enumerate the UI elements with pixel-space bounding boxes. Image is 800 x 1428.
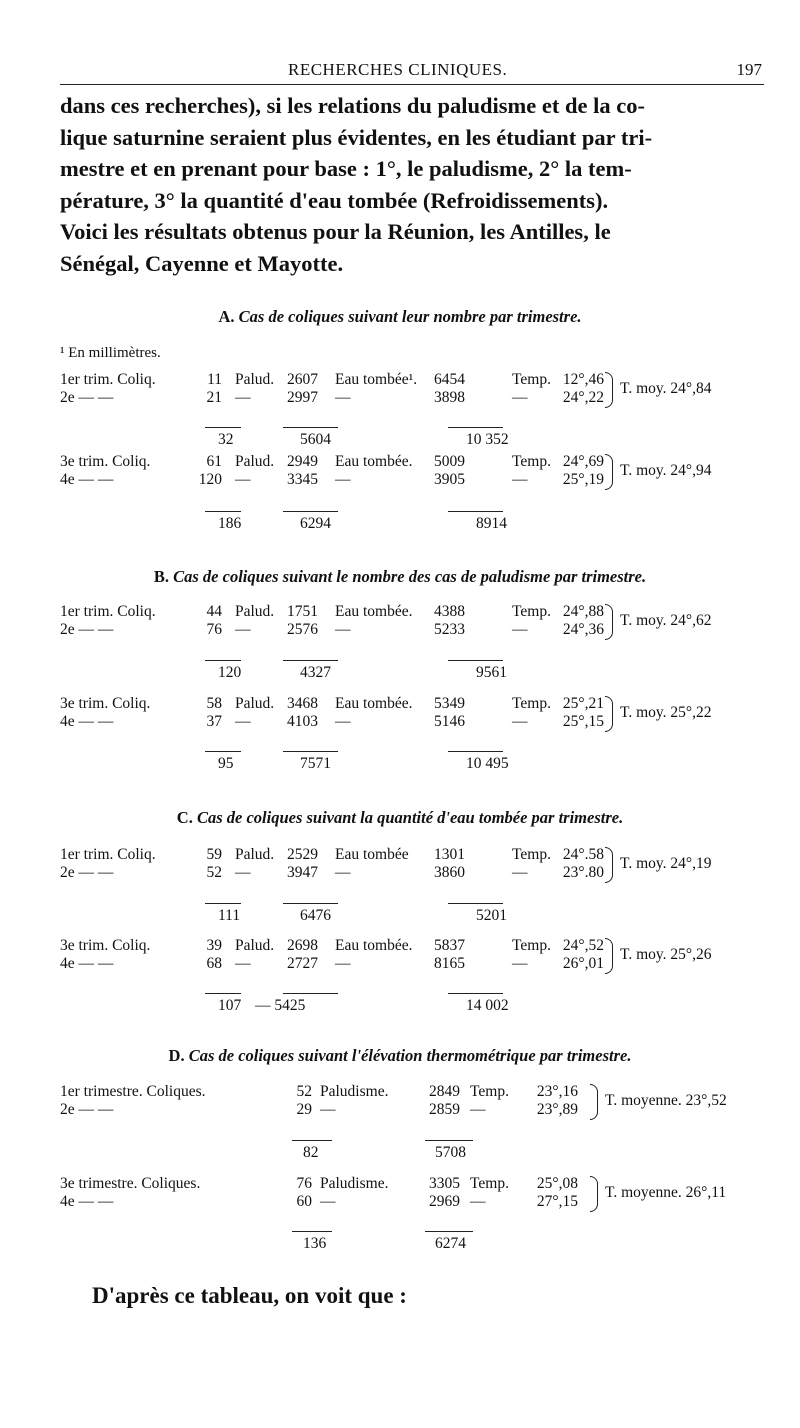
row-trimester: 3e trimestre. Coliques.	[60, 1175, 201, 1192]
paludisme-value: 3468	[287, 695, 318, 712]
sum-rule	[283, 427, 338, 428]
coliques-value: 76	[296, 1175, 312, 1192]
temp-value: 24°.58	[562, 846, 604, 863]
temp-value: 24°,52	[562, 937, 604, 954]
mean-temperature: T. moyenne. 23°,52	[605, 1092, 727, 1109]
row-trimester: 4e — —	[60, 713, 114, 730]
section-title-text: Cas de coliques suivant l'élévation thermométrique par trimestre.	[188, 1046, 632, 1065]
mean-temperature: T. moyenne. 26°,11	[605, 1184, 727, 1201]
coliques-value: 52	[296, 1083, 312, 1100]
coliques-sum: 95	[218, 755, 234, 772]
eau-sum: 9561	[476, 664, 507, 681]
temp-value: 25°,15	[562, 713, 604, 730]
paludisme-value: 3345	[287, 471, 318, 488]
temp-label: Temp.	[512, 371, 551, 388]
coliques-value: 76	[206, 621, 222, 638]
sum-rule	[205, 427, 241, 428]
paludisme-sum: 5708	[435, 1144, 466, 1161]
paludisme-label: Palud.	[235, 695, 275, 712]
brace-icon	[605, 454, 613, 490]
sum-row	[0, 431, 800, 453]
page-number: 197	[736, 60, 762, 79]
paragraph-line: lique saturnine seraient plus évidentes, en les étudiant par tri-	[60, 124, 653, 150]
sum-row	[0, 755, 800, 777]
temp-label: —	[470, 1101, 486, 1118]
paludisme-value: 3305	[429, 1175, 460, 1192]
paludisme-label: —	[235, 955, 251, 972]
eau-value: 5009	[434, 453, 465, 470]
paludisme-label: Palud.	[235, 846, 275, 863]
coliques-value: 29	[296, 1101, 312, 1118]
coliques-sum: 111	[218, 907, 241, 924]
brace-icon	[605, 372, 613, 408]
brace-icon	[605, 847, 613, 883]
section-title-text: Cas de coliques suivant le nombre des cas de paludisme par trimestre.	[173, 567, 647, 586]
coliques-value: 11	[207, 371, 222, 388]
sum-row	[0, 515, 800, 537]
sum-rule	[205, 993, 241, 994]
running-title: RECHERCHES CLINIQUES.	[288, 60, 508, 79]
row-trimester: 4e — —	[60, 955, 114, 972]
temp-value: 27°,15	[536, 1193, 578, 1210]
temp-label: Temp.	[512, 846, 551, 863]
paludisme-label: —	[320, 1101, 336, 1118]
paludisme-value: 2529	[287, 846, 318, 863]
eau-label: Eau tombée¹.	[335, 371, 418, 388]
section-letter: C.	[176, 808, 197, 827]
eau-value: 3905	[434, 471, 465, 488]
coliques-value: 44	[206, 603, 222, 620]
sum-rule	[292, 1140, 332, 1141]
paludisme-sum: 7571	[300, 755, 331, 772]
paludisme-label: —	[235, 471, 251, 488]
eau-label: Eau tombée.	[335, 603, 413, 620]
eau-value: 4388	[434, 603, 465, 620]
temp-value: 23°,89	[536, 1101, 578, 1118]
temp-label: —	[512, 471, 528, 488]
sum-row	[0, 997, 800, 1019]
paludisme-label: —	[235, 864, 251, 881]
header-rule	[60, 84, 764, 85]
mean-temperature: T. moy. 25°,22	[620, 704, 712, 721]
sum-rule	[425, 1231, 473, 1232]
paludisme-value: 2727	[287, 955, 318, 972]
row-trimester: 3e trim. Coliq.	[60, 695, 151, 712]
eau-value: 1301	[434, 846, 465, 863]
coliques-value: 58	[206, 695, 222, 712]
row-trimester: 4e — —	[60, 1193, 114, 1210]
paludisme-value: 2949	[287, 453, 318, 470]
paludisme-value: 2849	[429, 1083, 460, 1100]
row-trimester: 3e trim. Coliq.	[60, 937, 151, 954]
intro-paragraph	[60, 90, 760, 279]
coliques-value: 59	[206, 846, 222, 863]
coliques-value: 61	[206, 453, 222, 470]
row-trimester: 2e — —	[60, 621, 114, 638]
paludisme-sum: 4327	[300, 664, 331, 681]
mean-temperature: T. moy. 25°,26	[620, 946, 712, 963]
coliques-value: 120	[198, 471, 222, 488]
footnote: ¹ En millimètres.	[60, 345, 161, 361]
section-title-text: Cas de coliques suivant leur nombre par trimestre.	[238, 307, 582, 326]
temp-value: 26°,01	[562, 955, 604, 972]
temp-label: Temp.	[512, 453, 551, 470]
coliques-sum: 82	[303, 1144, 319, 1161]
row-trimester: 1er trim. Coliq.	[60, 846, 156, 863]
row-trimester: 4e — —	[60, 471, 114, 488]
eau-value: 5837	[434, 937, 465, 954]
sum-row	[0, 907, 800, 929]
temp-value: 12°,46	[562, 371, 604, 388]
paludisme-label: Paludisme.	[320, 1083, 389, 1100]
paludisme-sum: 5604	[300, 431, 331, 448]
brace-icon	[590, 1084, 598, 1120]
paludisme-value: 1751	[287, 603, 318, 620]
row-trimester: 2e — —	[60, 864, 114, 881]
temp-label: —	[512, 621, 528, 638]
sum-rule	[425, 1140, 473, 1141]
eau-label: —	[335, 864, 351, 881]
paludisme-label: —	[235, 713, 251, 730]
row-trimester: 1er trimestre. Coliques.	[60, 1083, 206, 1100]
sum-rule	[292, 1231, 332, 1232]
coliques-value: 39	[206, 937, 222, 954]
sum-rule	[448, 511, 503, 512]
coliques-value: 52	[206, 864, 222, 881]
coliques-sum: 136	[303, 1235, 327, 1252]
eau-value: 5146	[434, 713, 465, 730]
eau-value: 8165	[434, 955, 465, 972]
eau-value: 3898	[434, 389, 465, 406]
eau-value: 3860	[434, 864, 465, 881]
row-trimester: 1er trim. Coliq.	[60, 603, 156, 620]
paragraph-line: mestre et en prenant pour base : 1°, le paludisme, 2° la tem-	[60, 156, 632, 181]
temp-value: 23°.80	[562, 864, 604, 881]
paludisme-sum: 6476	[300, 907, 331, 924]
coliques-sum: 107	[218, 997, 242, 1014]
temp-label: Temp.	[470, 1083, 509, 1100]
eau-label: Eau tombée.	[335, 695, 413, 712]
sum-row	[0, 664, 800, 686]
eau-label: Eau tombée.	[335, 453, 413, 470]
eau-label: —	[335, 389, 351, 406]
section-title	[0, 808, 800, 828]
row-trimester: 3e trim. Coliq.	[60, 453, 151, 470]
eau-label: Eau tombée	[335, 846, 409, 863]
sum-rule	[283, 903, 338, 904]
section-letter: A.	[218, 307, 239, 326]
section-title-text: Cas de coliques suivant la quantité d'eau tombée par trimestre.	[196, 808, 624, 827]
temp-value: 25°,19	[562, 471, 604, 488]
temp-label: —	[512, 713, 528, 730]
paludisme-value: 2997	[287, 389, 318, 406]
sum-rule	[448, 751, 503, 752]
coliques-value: 37	[206, 713, 222, 730]
paragraph-line: Sénégal, Cayenne et Mayotte.	[60, 250, 344, 276]
temp-label: —	[512, 389, 528, 406]
sum-row	[0, 1144, 800, 1166]
sum-rule	[448, 903, 503, 904]
paludisme-label: Paludisme.	[320, 1175, 389, 1192]
temp-label: —	[470, 1193, 486, 1210]
paludisme-sum: 6294	[300, 515, 331, 532]
paludisme-value: 2698	[287, 937, 318, 954]
mean-temperature: T. moy. 24°,19	[620, 855, 712, 872]
eau-value: 5233	[434, 621, 465, 638]
paludisme-sum: — 5425	[255, 997, 306, 1014]
paragraph-line: pérature, 3° la quantité d'eau tombée (Refroidissements).	[60, 187, 609, 213]
brace-icon	[605, 938, 613, 974]
paludisme-value: 2859	[429, 1101, 460, 1118]
temp-label: —	[512, 864, 528, 881]
coliques-sum: 186	[218, 515, 242, 532]
mean-temperature: T. moy. 24°,62	[620, 612, 712, 629]
section-letter: D.	[168, 1046, 189, 1065]
sum-rule	[205, 751, 241, 752]
paludisme-label: Palud.	[235, 937, 275, 954]
coliques-value: 60	[296, 1193, 312, 1210]
temp-value: 23°,16	[536, 1083, 578, 1100]
sum-rule	[283, 993, 338, 994]
paludisme-value: 2969	[429, 1193, 460, 1210]
coliques-value: 68	[206, 955, 222, 972]
eau-label: —	[335, 955, 351, 972]
sum-rule	[448, 427, 503, 428]
temp-label: Temp.	[512, 695, 551, 712]
eau-value: 5349	[434, 695, 465, 712]
sum-rule	[205, 903, 241, 904]
eau-sum: 8914	[476, 515, 507, 532]
eau-sum: 14 002	[466, 997, 509, 1014]
paragraph-line: Voici les résultats obtenus pour la Réunion, les Antilles, le	[60, 219, 611, 244]
eau-label: —	[335, 621, 351, 638]
paludisme-label: —	[235, 621, 251, 638]
temp-value: 25°,21	[562, 695, 604, 712]
sum-rule	[205, 511, 241, 512]
temp-value: 24°,69	[562, 453, 604, 470]
row-trimester: 1er trim. Coliq.	[60, 371, 156, 388]
paludisme-label: Palud.	[235, 453, 275, 470]
temp-label: —	[512, 955, 528, 972]
paludisme-value: 2607	[287, 371, 318, 388]
coliques-sum: 32	[218, 431, 234, 448]
sum-row	[0, 1235, 800, 1257]
eau-sum: 10 352	[466, 431, 509, 448]
section-letter: B.	[153, 567, 174, 586]
coliques-sum: 120	[218, 664, 242, 681]
brace-icon	[605, 604, 613, 640]
sum-rule	[205, 660, 241, 661]
row-trimester: 2e — —	[60, 389, 114, 406]
mean-temperature: T. moy. 24°,94	[620, 462, 712, 479]
temp-label: Temp.	[512, 603, 551, 620]
temp-label: Temp.	[512, 937, 551, 954]
brace-icon	[590, 1176, 598, 1212]
paragraph-line: dans ces recherches), si les relations du paludisme et de la co-	[60, 93, 645, 118]
paludisme-label: Palud.	[235, 371, 275, 388]
row-trimester: 2e — —	[60, 1101, 114, 1118]
sum-rule	[283, 660, 338, 661]
section-title	[0, 567, 800, 587]
section-title	[0, 1046, 800, 1066]
temp-label: Temp.	[470, 1175, 509, 1192]
paludisme-sum: 6274	[435, 1235, 466, 1252]
eau-label: Eau tombée.	[335, 937, 413, 954]
temp-value: 24°,36	[562, 621, 604, 638]
paludisme-label: —	[235, 389, 251, 406]
sum-rule	[283, 511, 338, 512]
paludisme-value: 4103	[287, 713, 318, 730]
brace-icon	[605, 696, 613, 732]
eau-label: —	[335, 471, 351, 488]
temp-value: 25°,08	[536, 1175, 578, 1192]
sum-rule	[448, 660, 503, 661]
paludisme-label: Palud.	[235, 603, 275, 620]
temp-value: 24°,88	[562, 603, 604, 620]
eau-value: 6454	[434, 371, 465, 388]
temp-value: 24°,22	[562, 389, 604, 406]
paludisme-label: —	[320, 1193, 336, 1210]
eau-sum: 10 495	[466, 755, 509, 772]
sum-rule	[448, 993, 503, 994]
paludisme-value: 3947	[287, 864, 318, 881]
paludisme-value: 2576	[287, 621, 318, 638]
eau-label: —	[335, 713, 351, 730]
eau-sum: 5201	[476, 907, 507, 924]
section-title	[0, 307, 800, 327]
coliques-value: 21	[206, 389, 222, 406]
mean-temperature: T. moy. 24°,84	[620, 380, 712, 397]
conclusion-text: D'après ce tableau, on voit que :	[92, 1283, 407, 1308]
sum-rule	[283, 751, 338, 752]
